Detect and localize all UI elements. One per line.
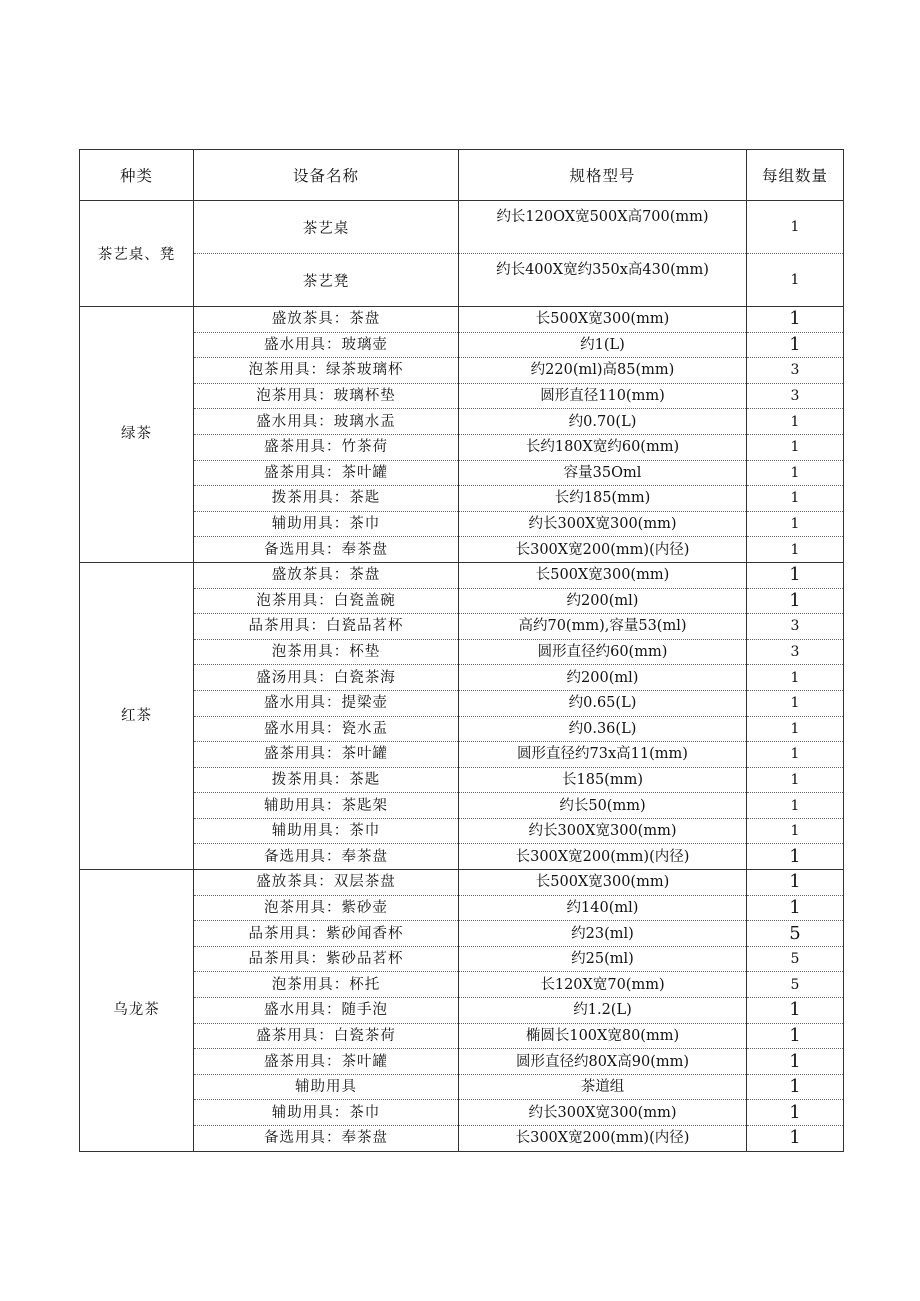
header-equipment-name: 设备名称 [194,150,459,201]
specification-cell: 约1.2(L) [459,998,747,1024]
equipment-name-cell: 泡茶用具：玻璃杯垫 [194,383,459,409]
specification-cell: 椭圆长100X宽80(mm) [459,1023,747,1049]
specification-cell: 约长400X宽约350x高430(mm) [459,254,747,307]
specification-cell: 约200(ml) [459,588,747,614]
equipment-name-cell: 辅助用具 [194,1074,459,1100]
specification-cell: 长约180X宽约60(mm) [459,434,747,460]
equipment-name-cell: 泡茶用具：紫砂壶 [194,895,459,921]
specification-cell: 约1(L) [459,332,747,358]
equipment-name-cell: 品茶用具：紫砂闻香杯 [194,921,459,947]
table-row [80,434,844,460]
table-row [80,844,844,870]
table-row [80,1074,844,1100]
specification-cell: 圆形直径110(mm) [459,383,747,409]
specification-cell: 长185(mm) [459,767,747,793]
table-row [80,254,844,307]
equipment-name-cell: 盛茶用具：茶叶罐 [194,742,459,768]
equipment-name-cell: 泡茶用具：杯垫 [194,639,459,665]
equipment-name-cell: 盛汤用具：白瓷茶海 [194,665,459,691]
specification-cell: 长500X宽300(mm) [459,307,747,333]
equipment-name-cell: 盛水用具：瓷水盂 [194,716,459,742]
table-row [80,946,844,972]
specification-cell: 约0.65(L) [459,690,747,716]
specification-cell: 圆形直径约73x高11(mm) [459,742,747,768]
equipment-name-cell: 品茶用具：紫砂品茗杯 [194,946,459,972]
quantity-cell: 1 [747,1049,844,1075]
specification-cell: 圆形直径约80X高90(mm) [459,1049,747,1075]
specification-cell: 约长120OX宽500X高700(mm) [459,201,747,254]
specification-cell: 长300X宽200(mm)(内径) [459,844,747,870]
specification-cell: 约140(ml) [459,895,747,921]
equipment-name-cell: 盛放茶具：茶盘 [194,307,459,333]
table-row [80,921,844,947]
quantity-cell: 3 [747,383,844,409]
table-row [80,332,844,358]
table-row [80,614,844,640]
equipment-name-cell: 拨茶用具：茶匙 [194,767,459,793]
quantity-cell: 3 [747,614,844,640]
equipment-name-cell: 盛水用具：玻璃壶 [194,332,459,358]
specification-cell: 长500X宽300(mm) [459,562,747,588]
equipment-name-cell: 辅助用具：茶巾 [194,1100,459,1126]
quantity-cell: 1 [747,1074,844,1100]
quantity-cell: 1 [747,1126,844,1152]
quantity-cell: 5 [747,972,844,998]
specification-cell: 约200(ml) [459,665,747,691]
specification-cell: 约23(ml) [459,921,747,947]
quantity-cell: 3 [747,639,844,665]
quantity-cell: 1 [747,537,844,563]
quantity-cell: 1 [747,998,844,1024]
quantity-cell: 5 [747,946,844,972]
quantity-cell: 1 [747,716,844,742]
table-row [80,665,844,691]
table-row [80,201,844,254]
equipment-name-cell: 备选用具：奉茶盘 [194,1126,459,1152]
equipment-name-cell: 盛茶用具：竹茶荷 [194,434,459,460]
quantity-cell: 1 [747,434,844,460]
table-row [80,639,844,665]
quantity-cell: 1 [747,767,844,793]
specification-cell: 高约70(mm),容量53(ml) [459,614,747,640]
specification-cell: 长500X宽300(mm) [459,870,747,896]
table-row [80,793,844,819]
equipment-name-cell: 盛茶用具：茶叶罐 [194,1049,459,1075]
table-row [80,716,844,742]
table-row [80,1049,844,1075]
equipment-name-cell: 盛放茶具：双层茶盘 [194,870,459,896]
equipment-name-cell: 辅助用具：茶匙架 [194,793,459,819]
equipment-name-cell: 茶艺桌 [194,201,459,254]
table-row [80,1126,844,1152]
equipment-name-cell: 盛茶用具：白瓷茶荷 [194,1023,459,1049]
table-body [80,201,844,1152]
equipment-name-cell: 泡茶用具：杯托 [194,972,459,998]
equipment-name-cell: 盛放茶具：茶盘 [194,562,459,588]
equipment-name-cell: 备选用具：奉茶盘 [194,537,459,563]
specification-cell: 茶道组 [459,1074,747,1100]
specification-cell: 约25(ml) [459,946,747,972]
table-row [80,588,844,614]
specification-cell: 长120X宽70(mm) [459,972,747,998]
specification-cell: 长300X宽200(mm)(内径) [459,1126,747,1152]
equipment-name-cell: 辅助用具：茶巾 [194,818,459,844]
table-row [80,409,844,435]
header-specification: 规格型号 [459,150,747,201]
quantity-cell: 1 [747,1023,844,1049]
table-row [80,870,844,896]
quantity-cell: 3 [747,358,844,384]
equipment-name-cell: 茶艺凳 [194,254,459,307]
quantity-cell: 1 [747,409,844,435]
specification-cell: 约0.70(L) [459,409,747,435]
table-row [80,307,844,333]
equipment-name-cell: 盛水用具：提梁壶 [194,690,459,716]
table-row [80,895,844,921]
category-cell: 茶艺桌、凳 [80,201,194,307]
specification-cell: 约220(ml)高85(mm) [459,358,747,384]
equipment-name-cell: 盛水用具：玻璃水盂 [194,409,459,435]
quantity-cell: 1 [747,690,844,716]
equipment-name-cell: 备选用具：奉茶盘 [194,844,459,870]
table-row [80,818,844,844]
table-row [80,998,844,1024]
quantity-cell: 1 [747,460,844,486]
quantity-cell: 1 [747,511,844,537]
quantity-cell: 1 [747,201,844,254]
quantity-cell: 1 [747,742,844,768]
table-row [80,1100,844,1126]
specification-cell: 约长300X宽300(mm) [459,1100,747,1126]
specification-cell: 容量35Oml [459,460,747,486]
table-row [80,562,844,588]
quantity-cell: 1 [747,793,844,819]
specification-cell: 长300X宽200(mm)(内径) [459,537,747,563]
table-row [80,972,844,998]
table-row [80,1023,844,1049]
equipment-name-cell: 泡茶用具：绿茶玻璃杯 [194,358,459,384]
table-row [80,511,844,537]
quantity-cell: 1 [747,844,844,870]
specification-cell: 约长300X宽300(mm) [459,818,747,844]
table-row [80,742,844,768]
quantity-cell: 1 [747,307,844,333]
table-row [80,537,844,563]
table-row [80,383,844,409]
equipment-name-cell: 泡茶用具：白瓷盖碗 [194,588,459,614]
header-category: 种类 [80,150,194,201]
category-cell: 绿茶 [80,307,194,563]
table-row [80,358,844,384]
specification-cell: 约长300X宽300(mm) [459,511,747,537]
quantity-cell: 1 [747,254,844,307]
header-quantity-per-set: 每组数量 [747,150,844,201]
equipment-name-cell: 盛水用具：随手泡 [194,998,459,1024]
category-cell: 乌龙茶 [80,870,194,1152]
quantity-cell: 1 [747,818,844,844]
table-row [80,767,844,793]
table-row [80,486,844,512]
quantity-cell: 1 [747,1100,844,1126]
quantity-cell: 1 [747,332,844,358]
table-row [80,690,844,716]
quantity-cell: 1 [747,870,844,896]
specification-cell: 约0.36(L) [459,716,747,742]
quantity-cell: 1 [747,895,844,921]
equipment-name-cell: 拨茶用具：茶匙 [194,486,459,512]
quantity-cell: 1 [747,486,844,512]
quantity-cell: 1 [747,562,844,588]
equipment-table [79,149,844,1152]
equipment-name-cell: 盛茶用具：茶叶罐 [194,460,459,486]
equipment-name-cell: 品茶用具：白瓷品茗杯 [194,614,459,640]
quantity-cell: 5 [747,921,844,947]
quantity-cell: 1 [747,588,844,614]
quantity-cell: 1 [747,665,844,691]
specification-cell: 约长50(mm) [459,793,747,819]
equipment-name-cell: 辅助用具：茶巾 [194,511,459,537]
specification-cell: 圆形直径约60(mm) [459,639,747,665]
category-cell: 红茶 [80,562,194,869]
table-row [80,460,844,486]
specification-cell: 长约185(mm) [459,486,747,512]
header-row [80,150,844,201]
